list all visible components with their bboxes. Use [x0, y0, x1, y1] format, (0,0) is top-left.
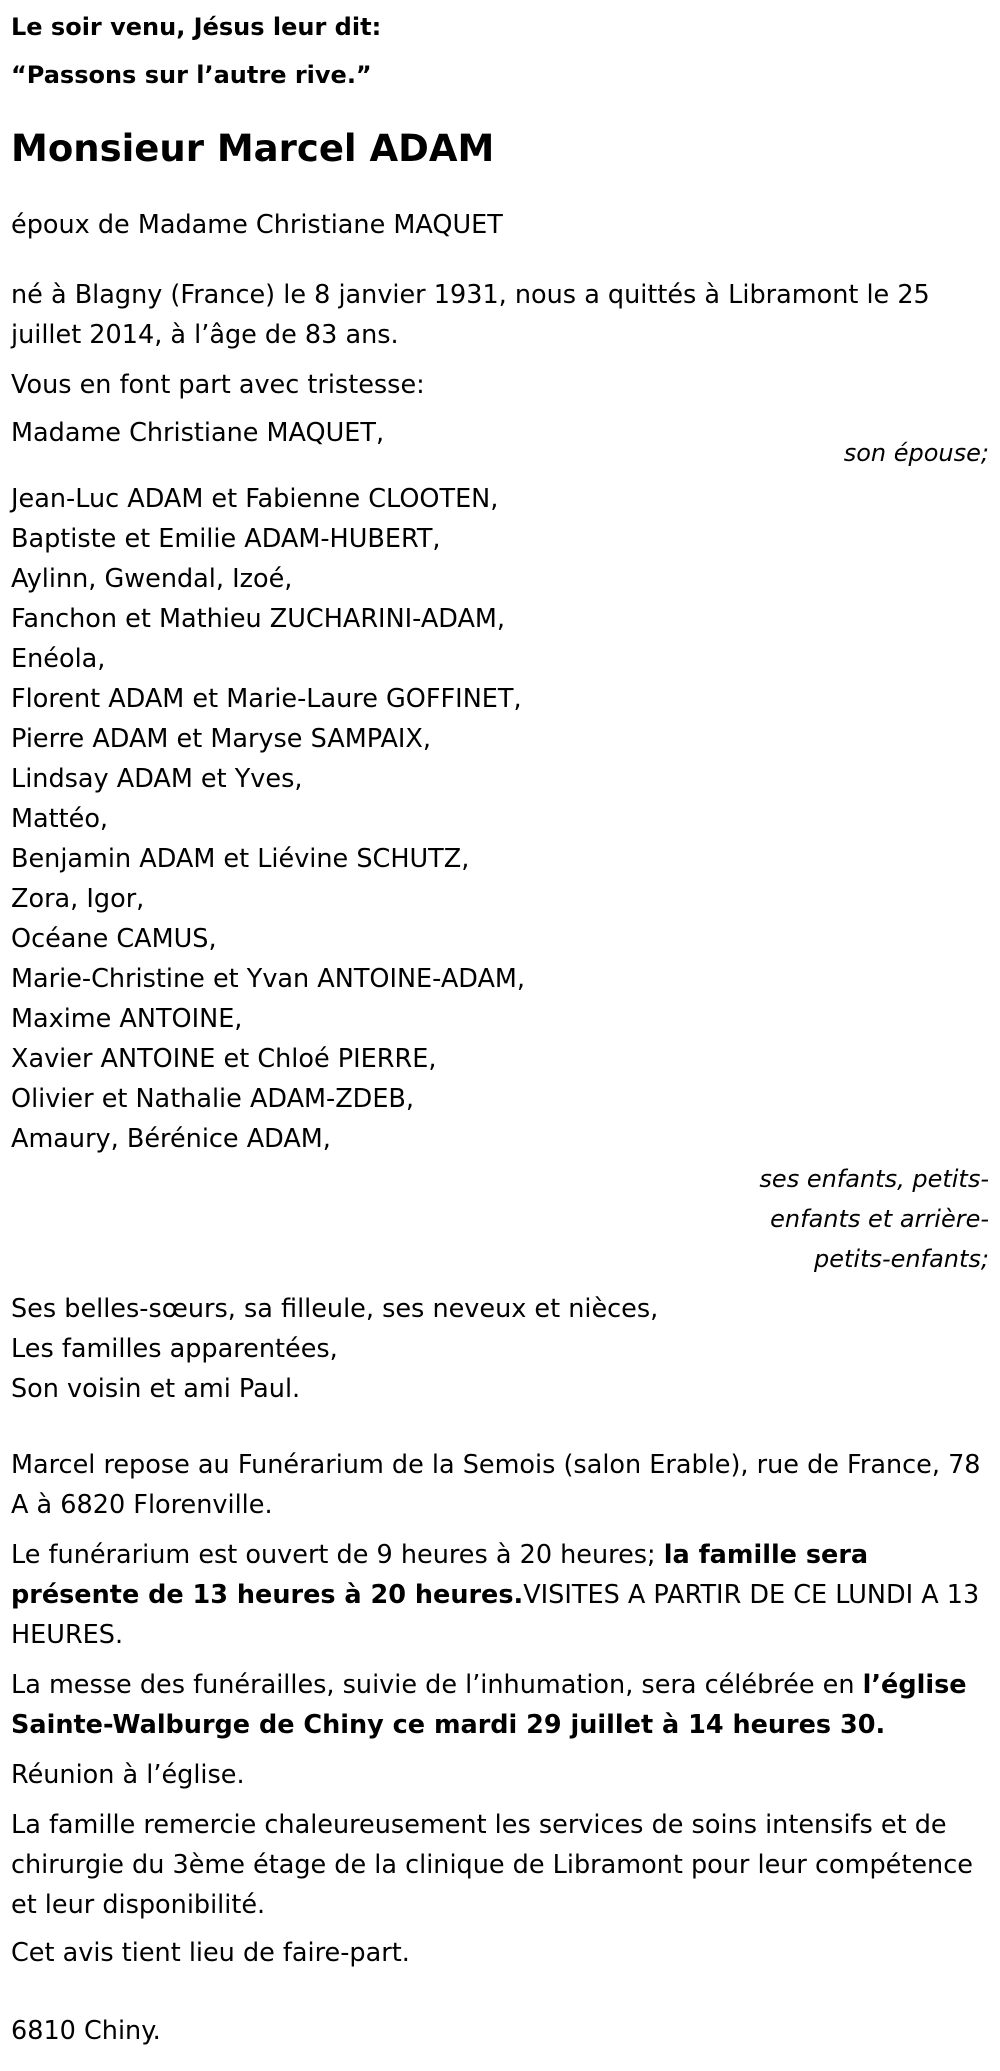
family-member-line: Lindsay ADAM et Yves,: [11, 764, 303, 794]
address-text: 6810 Chiny.: [11, 2016, 161, 2046]
spouse-line: époux de Madame Christiane MAQUET: [11, 210, 503, 240]
other-family-line: Les familles apparentées,: [11, 1334, 338, 1364]
family-member-line: Marie-Christine et Yvan ANTOINE-ADAM,: [11, 964, 525, 994]
children-relation-wrap: [744, 1159, 989, 1279]
hours-normal: Le funérarium est ouvert de 9 heures à 20 heures;: [11, 1540, 664, 1570]
spouse-relation: son épouse;: [843, 439, 989, 467]
family-member-line: Olivier et Nathalie ADAM-ZDEB,: [11, 1084, 415, 1114]
deceased-name: Monsieur Marcel ADAM: [11, 127, 495, 170]
family-member-line: Amaury, Bérénice ADAM,: [11, 1124, 331, 1154]
announcement-intro: Vous en font part avec tristesse:: [11, 370, 425, 400]
family-member-line: Mattéo,: [11, 804, 109, 834]
hours-tail: VISITES A PARTIR DE CE LUNDI A 13 HEURES.: [11, 1580, 980, 1650]
bible-quote-line-1: Le soir venu, Jésus leur dit:: [11, 13, 382, 41]
family-member-line: Enéola,: [11, 644, 106, 674]
family-member-line: Benjamin ADAM et Liévine SCHUTZ,: [11, 844, 470, 874]
family-member-line: Zora, Igor,: [11, 884, 145, 914]
hours-text: [11, 1535, 989, 1655]
funeral-text: [11, 1665, 989, 1745]
family-member-line: Baptiste et Emilie ADAM-HUBERT,: [11, 524, 441, 554]
children-relation: ses enfants, petits-enfants et arrière-petits-enfants;: [759, 1165, 989, 1273]
family-member-line: Maxime ANTOINE,: [11, 1004, 243, 1034]
other-family-line: Son voisin et ami Paul.: [11, 1374, 301, 1404]
family-member-line: Océane CAMUS,: [11, 924, 217, 954]
family-member-line: Jean-Luc ADAM et Fabienne CLOOTEN,: [11, 484, 499, 514]
funeral-normal: La messe des funérailles, suivie de l’inhumation, sera célébrée en: [11, 1670, 863, 1700]
hours-bold: la famille sera présente de 13 heures à 20 heures.: [11, 1540, 869, 1610]
funeral-bold: l’église Sainte-Walburge de Chiny ce mardi 29 juillet à 14 heures 30.: [11, 1670, 967, 1740]
family-member-line: Xavier ANTOINE et Chloé PIERRE,: [11, 1044, 437, 1074]
birth-death-text: né à Blagny (France) le 8 janvier 1931, nous a quittés à Libramont le 25 juillet 2014, à l’âge de 83 ans.: [11, 280, 930, 350]
family-member-line: Fanchon et Mathieu ZUCHARINI-ADAM,: [11, 604, 506, 634]
faire-part-text: Cet avis tient lieu de faire-part.: [11, 1938, 410, 1968]
family-member-line: Aylinn, Gwendal, Izoé,: [11, 564, 293, 594]
bible-quote-line-2: “Passons sur l’autre rive.”: [11, 61, 372, 89]
repose-text: Marcel repose au Funérarium de la Semois (salon Erable), rue de France, 78 A à 6820 Florenville.: [11, 1450, 981, 1520]
obituary-notice: [11, 0, 989, 2051]
family-member-line: Florent ADAM et Marie-Laure GOFFINET,: [11, 684, 522, 714]
children-list: [11, 479, 989, 1159]
other-family-line: Ses belles-sœurs, sa filleule, ses neveux et nièces,: [11, 1294, 659, 1324]
spouse-name: Madame Christiane MAQUET,: [11, 418, 385, 448]
other-family-list: [11, 1289, 989, 1409]
thanks-text: La famille remercie chaleureusement les services de soins intensifs et de chirurgie du 3ème étage de la clinique de Libramont pour leur compétence et leur disponibilité.: [11, 1810, 973, 1920]
reunion-text: Réunion à l’église.: [11, 1760, 245, 1790]
family-member-line: Pierre ADAM et Maryse SAMPAIX,: [11, 724, 431, 754]
